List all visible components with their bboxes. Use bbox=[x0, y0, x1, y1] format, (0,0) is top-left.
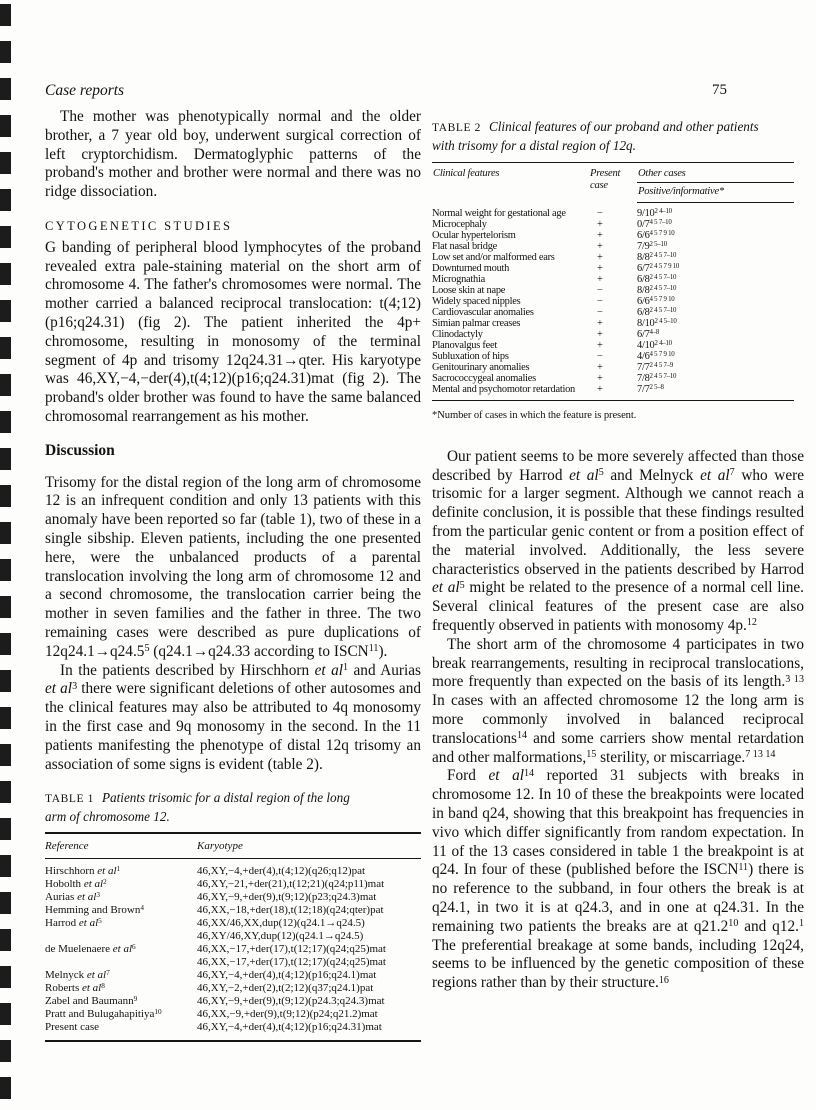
table-row bbox=[45, 859, 421, 879]
clinical-feature-cell: Micrognathia bbox=[432, 274, 485, 285]
clinical-feature-cell: Widely spaced nipples bbox=[432, 296, 521, 307]
present-case-cell: + bbox=[597, 241, 603, 252]
table-row bbox=[432, 351, 794, 362]
table-row bbox=[432, 263, 794, 274]
present-case-cell: + bbox=[597, 263, 603, 274]
clinical-feature-cell: Sacrococcygeal anomalies bbox=[432, 373, 536, 384]
reference-cell: Zabel and Baumann$^9$ bbox=[45, 995, 138, 1008]
reference-cell: Roberts et $al^8$ bbox=[45, 982, 105, 995]
table-row bbox=[45, 891, 421, 904]
other-cases-cell: $8/8^{2 4 5 7-10}$ bbox=[637, 284, 677, 296]
present-case-cell: − bbox=[597, 207, 603, 219]
clinical-feature-cell: Loose skin at nape bbox=[432, 285, 506, 296]
reference-cell: Harrod et $al^5$ bbox=[45, 917, 102, 930]
present-case-cell: + bbox=[597, 274, 603, 285]
present-case-cell: + bbox=[597, 329, 603, 340]
other-cases-cell: $6/7^{2 4 5 7 9 10}$ bbox=[637, 262, 680, 274]
table-row bbox=[45, 943, 421, 969]
section-heading-discussion: Discussion bbox=[45, 441, 115, 459]
clinical-feature-cell: Low set and/or malformed ears bbox=[432, 252, 555, 263]
table-row bbox=[45, 969, 421, 982]
table2-caption-text: Clinical features of our proband and other patients with trisomy for a distal region of 12q. bbox=[432, 119, 759, 153]
present-case-cell: + bbox=[597, 252, 603, 263]
other-cases-cell: $9/10^{2 4-10}$ bbox=[637, 207, 672, 219]
present-case-cell: + bbox=[597, 318, 603, 329]
table-row bbox=[432, 318, 794, 329]
other-cases-cell: $0/7^{4 5 7-10}$ bbox=[637, 218, 672, 230]
paragraph-ford-breaks: Ford et $al^{14}$ reported 31 subjects with breaks in chromosome 12. In 10 of these the breakpoints were located in band q24, showing that this breakpoint has frequencies in vivo which differ significantly from random expectation. In 11 of the 13 cases considered in table 1 the breakpoint is at q24. In four of these (published before the ISCN$^{11}$) there is no reference to the subband, in four others the break is at q24.1, in two it is at q24.3, and in one at q24.31. In the remaining two patients the breaks are at q21.2$^{10}$ and q12.$^1$ The preferential breakage at some bands, including 12q24, seems to be influenced by the genetic composition of these regions rather than by their structure.$^{16}$ bbox=[432, 767, 804, 992]
karyotype-cell: 46,XX,−9,+der(9),t(9;12)(p24;q21.2)mat bbox=[197, 1008, 378, 1021]
paragraph-hirschhorn-aurias: In the patients described by Hirschhorn et $al^1$ and Aurias et $al^3$ there were significant deletions of other autosomes and the clinical features may also be attributed to 4q monosomy in the first case and 9q monosomy in the second. In the 11 patients manifesting the phenotype of distal 12q trisomy an association of some signs is evident (table 2). bbox=[45, 661, 421, 773]
table2-body bbox=[432, 203, 794, 401]
table-row bbox=[432, 340, 794, 351]
present-case-cell: − bbox=[597, 285, 603, 296]
table2-header-clinical-features: Clinical features bbox=[433, 168, 500, 179]
reference-cell: Pratt and Bulugahapitiya$^{10}$ bbox=[45, 1008, 162, 1021]
karyotype-cell: 46,XX,−17,+der(17),t(12;17)(q24;q25)mat 46,XX,−17,+der(17),t(12;17)(q24;q25)mat bbox=[197, 943, 386, 969]
karyotype-cell: 46,XY,−9,+der(9),t(9;12)(p23;q24.3)mat bbox=[197, 891, 377, 904]
table-row bbox=[432, 274, 794, 285]
table1-header-karyotype: Karyotype bbox=[197, 833, 421, 859]
paragraph-our-patient: Our patient seems to be more severely affected than those described by Harrod et $al^5$ and Melnyck et $al^7$ who were trisomic for a larger segment. Although we cannot reach a definite conclusion, it is possible that these findings resulted from the particular genic content or from a position effect of the material involved. Additionally, the less severe characteristics observed in the patients described by Harrod et $al^5$ might be related to the presence of a normal cell line. Several clinical features of the present case are also frequently observed in patients with monosomy 4p.$^{12}$ bbox=[432, 447, 805, 634]
other-cases-cell: $6/8^{2 4 5 7-10}$ bbox=[637, 273, 677, 285]
present-case-cell: − bbox=[597, 296, 603, 307]
clinical-feature-cell: Mental and psychomotor retardation bbox=[432, 384, 575, 395]
clinical-feature-cell: Flat nasal bridge bbox=[432, 241, 498, 252]
reference-cell: Hobolth et $al^2$ bbox=[45, 878, 107, 891]
karyotype-cell: 46,XX,−18,+der(18),t(12;18)(q24;qter)pat bbox=[197, 904, 384, 917]
clinical-feature-cell: Normal weight for gestational age bbox=[432, 207, 566, 219]
other-cases-cell: $8/10^{2 4 5-10}$ bbox=[637, 317, 677, 329]
clinical-feature-cell: Planovalgus feet bbox=[432, 340, 497, 351]
table2-header-positive-informative: Positive/informative* bbox=[637, 183, 794, 203]
reference-cell: de Muelenaere et $al^6$ bbox=[45, 943, 136, 956]
table-row bbox=[45, 1021, 421, 1041]
reference-cell: Hemming and Brown$^4$ bbox=[45, 904, 144, 917]
table1-patients-trisomic bbox=[45, 832, 421, 1042]
page-number: 75 bbox=[712, 82, 727, 98]
other-cases-cell: $7/8^{2 4 5 7-10}$ bbox=[637, 372, 677, 384]
clinical-feature-cell: Clinodactyly bbox=[432, 329, 483, 340]
karyotype-cell: 46,XX/46,XX,dup(12)(q24.1→q24.5) 46,XY/46,XY,dup(12)(q24.1→q24.5) bbox=[197, 917, 365, 943]
other-cases-cell: $7/7^{2 4 5 7-9}$ bbox=[637, 361, 674, 373]
clinical-feature-cell: Ocular hypertelorism bbox=[432, 230, 516, 241]
other-cases-cell: $6/6^{4 5 7 9 10}$ bbox=[637, 229, 675, 241]
karyotype-cell: 46,XY,−4,+der(4),t(4;12)(q26;q12)pat bbox=[197, 865, 366, 878]
table1-caption-text: Patients trisomic for a distal region of the long arm of chromosome 12. bbox=[45, 790, 350, 825]
table-row bbox=[45, 1008, 421, 1021]
present-case-cell: + bbox=[597, 340, 603, 351]
table2-caption bbox=[432, 118, 777, 154]
table1-label: TABLE 1 bbox=[45, 793, 94, 806]
other-cases-cell: $4/10^{2 4-10}$ bbox=[637, 339, 672, 351]
present-case-cell: − bbox=[597, 307, 603, 318]
table-row bbox=[432, 219, 794, 230]
table-row bbox=[432, 329, 794, 340]
other-cases-cell: $7/7^{2 5-8}$ bbox=[637, 383, 664, 395]
table-row bbox=[45, 995, 421, 1008]
clinical-feature-cell: Cardiovascular anomalies bbox=[432, 307, 534, 318]
table-row bbox=[45, 904, 421, 917]
table-row bbox=[432, 373, 794, 384]
table2-label: TABLE 2 bbox=[432, 122, 481, 134]
table-row bbox=[432, 203, 794, 220]
other-cases-cell: 6/7$^{4-8}$ bbox=[637, 328, 660, 340]
table2-clinical-features bbox=[432, 162, 794, 401]
karyotype-cell: 46,XY,−21,+der(21),t(12;21)(q24;p11)mat bbox=[197, 878, 385, 891]
paragraph-trisomy-distal: Trisomy for the distal region of the long arm of chromosome 12 is an infrequent condition and only 13 patients with this anomaly have been reported so far (table 1), two of these in a single sibship. Eleven patients, including the one presented here, were the unbalanced products of a parental translocation involving the long arm of chromosome 12 and a second chromosome, the translocation carrier being the mother in seven families and the father in three. The two remaining cases were described as pure duplications of $12q24.1\to q24.5^5$ (q24.1→q24.33 according to ISCN$^{11}$). bbox=[45, 473, 421, 660]
table1-header-reference: Reference bbox=[45, 833, 197, 859]
table-row bbox=[432, 384, 794, 401]
left-column bbox=[45, 108, 421, 1042]
table-row bbox=[432, 296, 794, 307]
table-row bbox=[432, 252, 794, 263]
reference-cell: Melnyck et $al^7$ bbox=[45, 969, 110, 982]
table-row bbox=[432, 307, 794, 318]
other-cases-cell: $4/6^{4 5 7 9 10}$ bbox=[637, 350, 675, 362]
present-case-cell: + bbox=[597, 362, 603, 373]
clinical-feature-cell: Simian palmar creases bbox=[432, 318, 521, 329]
reference-cell: Aurias et $al^3$ bbox=[45, 891, 100, 904]
paragraph-g-banding: G banding of peripheral blood lymphocytes of the proband revealed extra pale-staining material on the short arm of chromosome 4. The father's chromosomes were normal. The mother carried a balanced reciprocal translocation: t(4;12) (p16;q24.31) (fig 2). The patient inherited the 4p+ chromosome, resulting in monosomy of the terminal segment of 4p and trisomy 12q24.31→qter. His karyotype was 46,XY,−4,−der(4),t(4;12)(p16;q24.31)mat (fig 2). The proband's older brother was found to have the same balanced chromosomal rearrangement as his mother. bbox=[45, 238, 421, 425]
table-row bbox=[432, 285, 794, 296]
present-case-cell: − bbox=[597, 351, 603, 362]
table2-footnote: *Number of cases in which the feature is present. bbox=[432, 410, 637, 421]
present-case-cell: + bbox=[597, 373, 603, 384]
table2-header-other-cases: Other cases bbox=[637, 163, 794, 183]
karyotype-cell: 46,XY,−4,+der(4),t(4;12)(p16;q24.1)mat bbox=[197, 969, 377, 982]
table-row bbox=[45, 982, 421, 995]
present-case-cell: + bbox=[597, 219, 603, 230]
running-head: Case reports bbox=[45, 82, 125, 99]
paragraph-mother-normal: The mother was phenotypically normal and the older brother, a 7 year old boy, underwent surgical correction of left cryptorchidism. Dermatoglyphic patterns of the proband's mother and brother were normal and there was no ridge dissociation. bbox=[45, 108, 421, 201]
other-cases-cell: $6/8^{2 4 5 7-10}$ bbox=[637, 306, 677, 318]
table-row bbox=[45, 878, 421, 891]
other-cases-cell: $8/8^{2 4 5 7-10}$ bbox=[637, 251, 677, 263]
karyotype-cell: 46,XY,−9,+der(9),t(9;12)(p24.3;q24.3)mat bbox=[197, 995, 385, 1008]
clinical-feature-cell: Microcephaly bbox=[432, 219, 487, 230]
reference-cell: Hirschhorn et $al^1$ bbox=[45, 865, 121, 878]
present-case-cell: + bbox=[597, 384, 603, 395]
table-row bbox=[432, 362, 794, 373]
table-row bbox=[45, 917, 421, 943]
table1-body bbox=[45, 859, 421, 1042]
table1-caption bbox=[45, 789, 367, 825]
clinical-feature-cell: Downturned mouth bbox=[432, 263, 510, 274]
karyotype-cell: 46,XY,−2,+der(2),t(2;12)(q37;q24.1)pat bbox=[197, 982, 374, 995]
present-case-cell: + bbox=[597, 230, 603, 241]
section-heading-cytogenetic-studies: CYTOGENETIC STUDIES bbox=[45, 218, 233, 233]
clinical-feature-cell: Subluxation of hips bbox=[432, 351, 509, 362]
table2-header-present-case: Present case bbox=[590, 168, 621, 191]
right-column bbox=[432, 118, 804, 993]
other-cases-cell: $7/9^{2 5-10}$ bbox=[637, 240, 667, 252]
table-row bbox=[432, 241, 794, 252]
karyotype-cell: 46,XY,−4,+der(4),t(4;12)(p16;q24.31)mat bbox=[197, 1021, 382, 1034]
film-edge-marks bbox=[0, 4, 11, 1110]
table-row bbox=[432, 230, 794, 241]
clinical-feature-cell: Genitourinary anomalies bbox=[432, 362, 530, 373]
paragraph-short-arm: The short arm of the chromosome 4 participates in two break rearrangements, resulting in reciprocal translocations, more frequently than expected on the basis of its length.$^{3 13}$ In cases with an affected chromosome 12 the long arm is more commonly involved in balanced reciprocal translocations$^{14}$ and some carriers show mental retardation and other malformations,$^{15}$ sterility, or miscarriage.$^{7 13 14}$ bbox=[432, 635, 804, 766]
other-cases-cell: $6/6^{4 5 7 9 10}$ bbox=[637, 295, 675, 307]
reference-cell: Present case bbox=[45, 1021, 100, 1034]
